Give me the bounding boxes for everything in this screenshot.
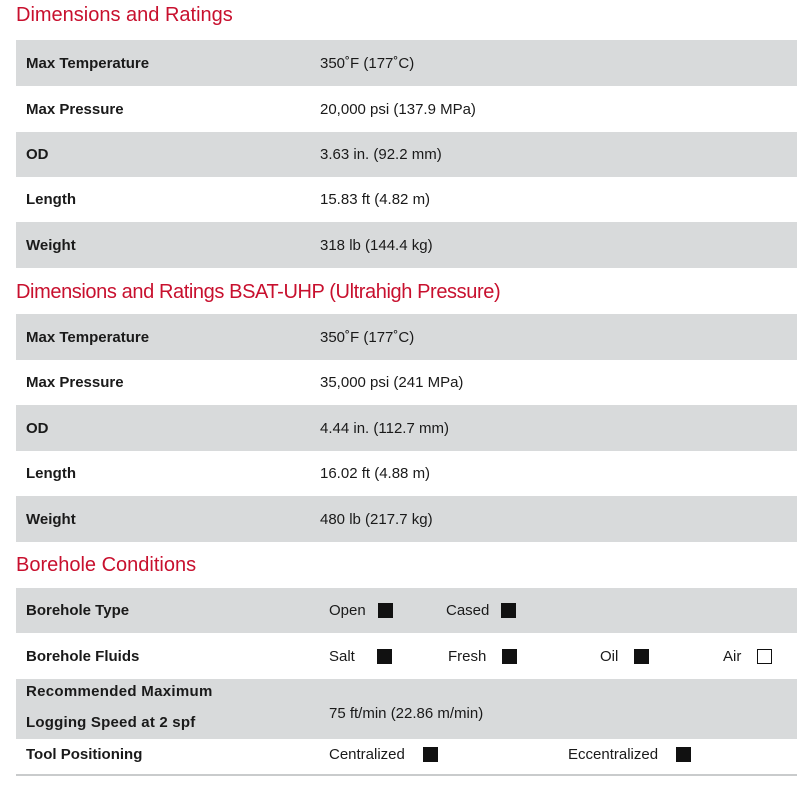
row-label: Borehole Type <box>26 602 130 619</box>
table-row <box>16 40 797 86</box>
option-cased <box>446 602 516 619</box>
option-open <box>329 602 393 619</box>
row-label: Length <box>26 465 76 482</box>
row-value: 75 ft/min (22.86 m/min) <box>329 705 484 722</box>
row-value: 16.02 ft (4.88 m) <box>320 465 431 482</box>
option-label: Air <box>723 647 742 665</box>
logging-speed-row <box>16 679 797 739</box>
row-value: 3.63 in. (92.2 mm) <box>320 146 442 163</box>
row-label: Borehole Fluids <box>26 647 140 665</box>
option-fresh <box>448 648 517 665</box>
table-row <box>16 86 797 132</box>
option-eccentralized <box>568 746 691 763</box>
table-row <box>16 496 797 542</box>
section-title-borehole: Borehole Conditions <box>16 554 197 576</box>
tool-positioning-row <box>16 739 797 769</box>
table-row <box>16 222 797 268</box>
checked-box-icon <box>634 649 649 664</box>
table-row <box>16 177 797 222</box>
option-centralized <box>329 746 438 763</box>
bottom-divider <box>16 774 797 776</box>
option-oil <box>600 648 649 665</box>
row-label: Max Pressure <box>26 100 124 118</box>
row-value: 350˚F (177˚C) <box>320 54 415 72</box>
checked-box-icon <box>501 603 516 618</box>
row-value: 20,000 psi (137.9 MPa) <box>320 100 476 118</box>
row-label: OD <box>26 146 49 163</box>
row-value: 35,000 psi (241 MPa) <box>320 374 464 391</box>
section-title-dimensions: Dimensions and Ratings <box>16 4 233 26</box>
option-label: Centralized <box>329 745 405 763</box>
borehole-type-row <box>16 588 797 633</box>
row-label <box>26 676 213 738</box>
table-row <box>16 314 797 360</box>
option-salt <box>329 648 392 665</box>
table-row <box>16 451 797 496</box>
label-line-1: Recommended Maximum <box>26 683 213 700</box>
row-value: 4.44 in. (112.7 mm) <box>320 419 449 437</box>
row-label: Max Pressure <box>26 374 124 391</box>
section-title-dimensions-uhp: Dimensions and Ratings BSAT-UHP (Ultrahigh Pressure) <box>16 281 501 303</box>
unchecked-box-icon <box>757 649 772 664</box>
table-row <box>16 132 797 177</box>
checked-box-icon <box>502 649 517 664</box>
checked-box-icon <box>377 649 392 664</box>
option-label: Cased <box>446 602 490 619</box>
row-value: 350˚F (177˚C) <box>320 328 415 346</box>
borehole-fluids-row <box>16 633 797 679</box>
checked-box-icon <box>423 747 438 762</box>
checked-box-icon <box>378 603 393 618</box>
option-air <box>723 648 772 665</box>
row-label: OD <box>26 419 49 437</box>
row-label: Weight <box>26 236 76 254</box>
label-line-2: Logging Speed at 2 spf <box>26 714 196 731</box>
row-value: 480 lb (217.7 kg) <box>320 510 433 528</box>
row-label: Max Temperature <box>26 328 150 346</box>
row-value: 318 lb (144.4 kg) <box>320 236 433 254</box>
option-label: Fresh <box>448 647 487 665</box>
row-label: Weight <box>26 510 76 528</box>
row-label: Max Temperature <box>26 54 150 72</box>
row-label: Length <box>26 191 76 208</box>
option-label: Eccentralized <box>568 745 659 763</box>
option-label: Salt <box>329 647 355 665</box>
table-row <box>16 360 797 405</box>
row-value: 15.83 ft (4.82 m) <box>320 191 431 208</box>
checked-box-icon <box>676 747 691 762</box>
option-label: Oil <box>600 647 619 665</box>
row-label: Tool Positioning <box>26 745 143 763</box>
table-row <box>16 405 797 451</box>
option-label: Open <box>329 602 366 619</box>
